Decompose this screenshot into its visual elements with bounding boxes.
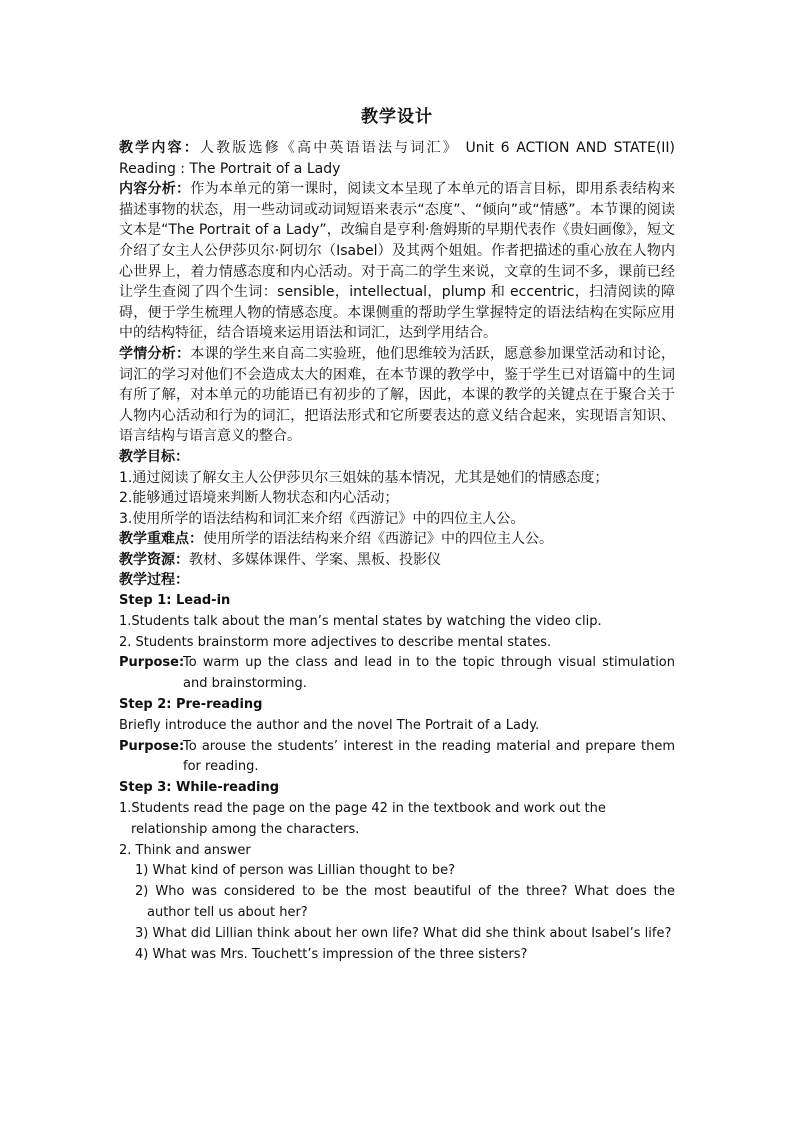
goal-item: 3.使用所学的语法结构和词汇来介绍《西游记》中的四位主人公。 — [119, 510, 525, 527]
purpose-label: Purpose: — [119, 655, 185, 671]
question-item: 2) Who was considered to be the most beautiful of the three? What does the author tell us about her? — [135, 884, 675, 921]
page-title: 教学设计 — [361, 107, 433, 127]
step1-heading: Step 1: Lead-in — [119, 593, 231, 609]
teaching-content — [119, 138, 675, 179]
step3-item: 2. Think and answer — [119, 842, 251, 858]
analysis-label: 内容分析： — [119, 181, 191, 198]
step1-purpose — [119, 653, 675, 695]
goal-item: 1.通过阅读了解女主人公伊莎贝尔三姐妹的基本情况，尤其是她们的情感态度； — [119, 469, 609, 486]
analysis-text: 作为本单元的第一课时，阅读文本呈现了本单元的语言目标，即用系表结构来描述事物的状态，用一些动词或动词短语来表示“态度”、“倾向”或“情感”。本节课的阅读文本是“The Portrait of a Lady”，改编自是亨利·詹姆斯的早期代表作《贵妇画像》，短文介绍了女主人公伊莎贝尔·阿切尔（Isabel）及其两个姐姐。作者把描述的重心放在人物内心世界上，着力情感态度和内心活动。对于高二的学生来说，文章的生词不多，课前已经让学生查阅了四个生词：sensible，intellectual，plump 和 eccentric，扫清阅读的障碍，便于学生梳理人物的情感态度。本课侧重的帮助学生掌握特定的语法结构在实际应用中的结构特征，结合语境来运用语法和词汇，达到学用结合。 — [119, 181, 676, 342]
purpose-text: To arouse the students’ interest in the reading material and prepare them for reading. — [183, 738, 675, 775]
step2-purpose — [119, 737, 675, 779]
content-analysis — [119, 179, 675, 344]
difficulty-label: 教学重难点： — [119, 531, 203, 548]
teaching-goals-heading — [119, 447, 675, 468]
goals-label: 教学目标： — [119, 448, 189, 465]
step3-heading: Step 3: While-reading — [119, 780, 280, 796]
resources-label: 教学资源： — [119, 551, 189, 568]
content-label: 教学内容： — [119, 140, 200, 156]
resources-text: 教材、多媒体课件、学案、黑板、投影仪 — [189, 551, 441, 568]
students-text: 本课的学生来自高二实验班，他们思维较为活跃，愿意参加课堂活动和讨论，词汇的学习对他们不会造成太大的困难，在本节课的教学中，鉴于学生已对语篇中的生词有所了解，对本单元的功能语已有初步的了解，因此，本课的教学的关键点在于聚合关于人物内心活动和行为的词汇，把语法形式和它所要表达的意义结合起来，实现语言知识、语言结构与语言意义的整合。 — [119, 345, 676, 445]
question-item: 3) What did Lillian think about her own life? What did she think about Isabel’s life? — [135, 925, 672, 941]
key-difficulties — [119, 529, 675, 550]
question-item: 4) What was Mrs. Touchett’s impression of the three sisters? — [135, 946, 528, 962]
student-analysis — [119, 344, 675, 447]
step1-item: 1.Students talk about the man’s mental states by watching the video clip. — [119, 613, 602, 629]
step3-item: 1.Students read the page on the page 42 in the textbook and work out the relationship among the characters. — [119, 801, 606, 837]
document-page — [119, 104, 675, 965]
process-label: 教学过程： — [119, 572, 189, 589]
question-item: 1) What kind of person was Lillian thought to be? — [135, 863, 455, 879]
step2-heading: Step 2: Pre-reading — [119, 697, 263, 713]
teaching-process-heading — [119, 570, 675, 591]
content-text: 人教版选修《高中英语语法与词汇》 Unit 6 ACTION AND STATE(II) Reading : The Portrait of a Lady — [119, 140, 676, 177]
students-label: 学情分析： — [119, 345, 191, 362]
step1-item: 2. Students brainstorm more adjectives to describe mental states. — [119, 634, 552, 650]
step2-text: Briefly introduce the author and the novel The Portrait of a Lady. — [119, 717, 540, 733]
difficulty-text: 使用所学的语法结构来介绍《西游记》中的四位主人公。 — [203, 531, 553, 548]
goal-item: 2.能够通过语境来判断人物状态和内心活动； — [119, 490, 399, 507]
teaching-resources — [119, 550, 675, 571]
purpose-label: Purpose: — [119, 738, 185, 754]
purpose-text: To warm up the class and lead in to the topic through visual stimulation and brainstorming. — [183, 655, 675, 692]
